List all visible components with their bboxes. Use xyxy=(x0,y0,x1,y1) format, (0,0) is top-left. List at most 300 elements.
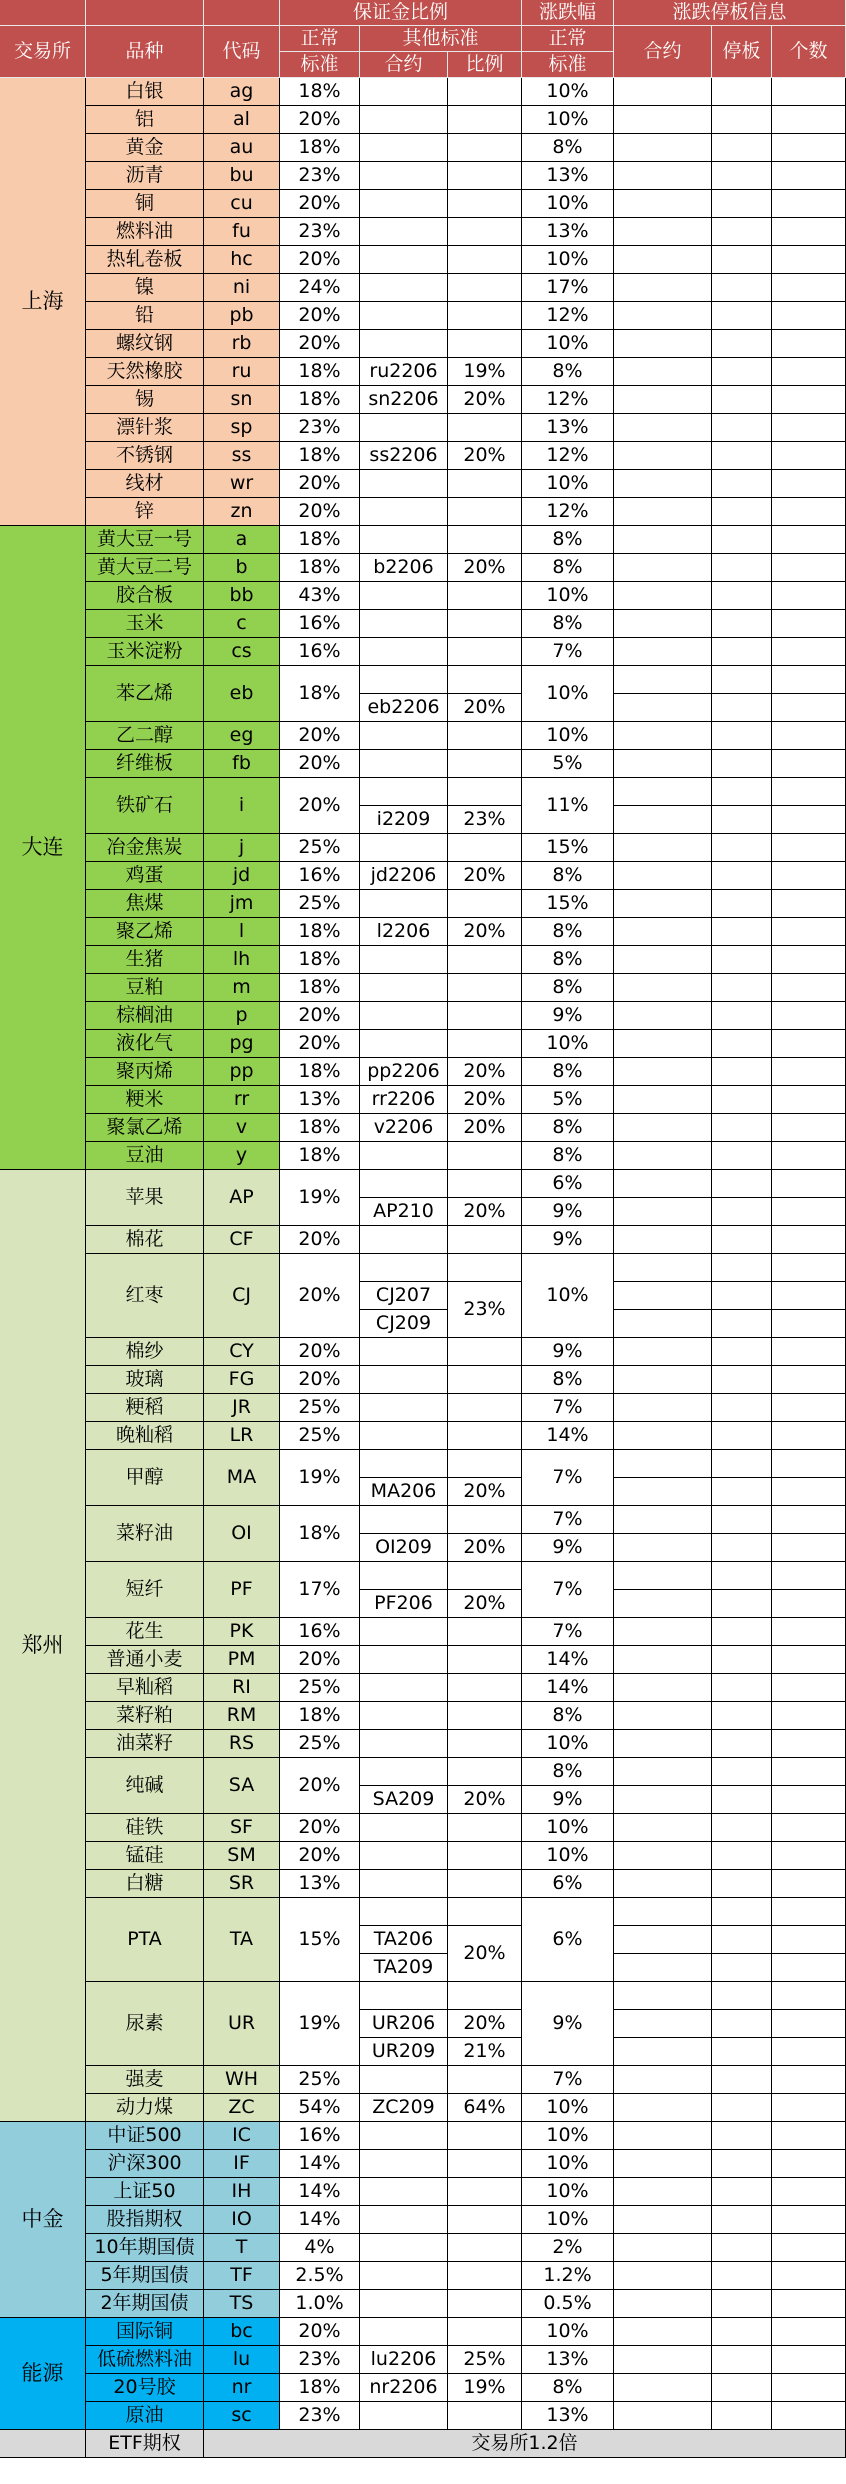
info-count xyxy=(772,974,846,1002)
other-contract: CJ209 xyxy=(360,1310,448,1338)
info-halt xyxy=(712,722,772,750)
product-name: 红枣 xyxy=(86,1254,204,1338)
product-name: 玉米 xyxy=(86,610,204,638)
other-contract xyxy=(360,834,448,862)
other-contract xyxy=(360,1226,448,1254)
other-contract: MA206 xyxy=(360,1478,448,1506)
info-count xyxy=(772,358,846,386)
product-code: i xyxy=(204,778,280,834)
info-count xyxy=(772,862,846,890)
info-halt xyxy=(712,694,772,722)
info-count xyxy=(772,1058,846,1086)
info-halt xyxy=(712,2122,772,2150)
info-contract xyxy=(614,1730,712,1758)
margin-standard: 25% xyxy=(280,890,360,918)
other-ratio: 20% xyxy=(448,1198,522,1226)
info-count xyxy=(772,1562,846,1590)
info-halt xyxy=(712,2178,772,2206)
other-contract: sn2206 xyxy=(360,386,448,414)
other-contract: b2206 xyxy=(360,554,448,582)
product-name: 燃料油 xyxy=(86,218,204,246)
margin-standard: 16% xyxy=(280,2122,360,2150)
info-contract xyxy=(614,2010,712,2038)
product-code: fb xyxy=(204,750,280,778)
margin-standard: 2.5% xyxy=(280,2262,360,2290)
limit-standard: 12% xyxy=(522,498,614,526)
product-name: 玉米淀粉 xyxy=(86,638,204,666)
product-name: 尿素 xyxy=(86,1982,204,2066)
info-count xyxy=(772,442,846,470)
product-code: IF xyxy=(204,2150,280,2178)
product-code: bb xyxy=(204,582,280,610)
info-count xyxy=(772,2318,846,2346)
product-code: pg xyxy=(204,1030,280,1058)
other-contract xyxy=(360,78,448,106)
margin-standard: 14% xyxy=(280,2206,360,2234)
other-contract: TA206 xyxy=(360,1926,448,1954)
limit-standard: 14% xyxy=(522,1646,614,1674)
info-contract xyxy=(614,2122,712,2150)
product-code: a xyxy=(204,526,280,554)
product-name: 白糖 xyxy=(86,1870,204,1898)
product-code: PF xyxy=(204,1562,280,1618)
info-contract xyxy=(614,750,712,778)
other-contract xyxy=(360,2066,448,2094)
other-contract xyxy=(360,582,448,610)
other-contract xyxy=(360,2122,448,2150)
other-contract xyxy=(360,134,448,162)
product-code: eg xyxy=(204,722,280,750)
info-contract xyxy=(614,1366,712,1394)
other-contract: nr2206 xyxy=(360,2374,448,2402)
other-ratio xyxy=(448,834,522,862)
limit-standard: 0.5% xyxy=(522,2290,614,2318)
margin-standard: 20% xyxy=(280,106,360,134)
other-contract xyxy=(360,190,448,218)
other-contract xyxy=(360,1338,448,1366)
info-count xyxy=(772,274,846,302)
limit-standard: 13% xyxy=(522,162,614,190)
product-name: 油菜籽 xyxy=(86,1730,204,1758)
other-contract xyxy=(360,1506,448,1534)
info-count xyxy=(772,806,846,834)
limit-standard: 10% xyxy=(522,1814,614,1842)
limit-standard: 7% xyxy=(522,1618,614,1646)
header-limit-info-group: 涨跌停板信息 xyxy=(614,0,846,26)
info-count xyxy=(772,554,846,582)
limit-standard: 7% xyxy=(522,1506,614,1534)
product-code: UR xyxy=(204,1982,280,2066)
product-code: CF xyxy=(204,1226,280,1254)
info-halt xyxy=(712,78,772,106)
other-contract: l2206 xyxy=(360,918,448,946)
other-ratio xyxy=(448,134,522,162)
limit-standard: 8% xyxy=(522,610,614,638)
product-code: CJ xyxy=(204,1254,280,1338)
limit-standard: 6% xyxy=(522,1898,614,1982)
limit-standard: 10% xyxy=(522,582,614,610)
info-halt xyxy=(712,610,772,638)
margin-standard: 16% xyxy=(280,638,360,666)
info-count xyxy=(772,218,846,246)
info-halt xyxy=(712,1870,772,1898)
header-exchange: 交易所 xyxy=(0,26,86,78)
product-name: 线材 xyxy=(86,470,204,498)
limit-standard: 8% xyxy=(522,1758,614,1786)
margin-standard: 20% xyxy=(280,498,360,526)
margin-standard: 16% xyxy=(280,610,360,638)
other-contract xyxy=(360,1814,448,1842)
product-code: sc xyxy=(204,2402,280,2430)
info-contract xyxy=(614,2402,712,2430)
info-count xyxy=(772,1534,846,1562)
other-ratio xyxy=(448,2150,522,2178)
other-ratio-merged: 23% xyxy=(448,1282,522,1338)
info-halt xyxy=(712,974,772,1002)
info-halt xyxy=(712,1618,772,1646)
other-ratio xyxy=(448,2290,522,2318)
info-contract xyxy=(614,666,712,694)
info-contract xyxy=(614,2346,712,2374)
margin-standard: 20% xyxy=(280,1646,360,1674)
margin-standard: 14% xyxy=(280,2150,360,2178)
product-name: 10年期国债 xyxy=(86,2234,204,2262)
limit-standard: 10% xyxy=(522,78,614,106)
info-count xyxy=(772,2290,846,2318)
product-name: 原油 xyxy=(86,2402,204,2430)
other-ratio: 20% xyxy=(448,554,522,582)
info-count xyxy=(772,750,846,778)
margin-standard: 20% xyxy=(280,1366,360,1394)
other-contract xyxy=(360,778,448,806)
other-ratio xyxy=(448,2234,522,2262)
other-ratio xyxy=(448,302,522,330)
info-contract xyxy=(614,2290,712,2318)
etf-value: 交易所1.2倍 xyxy=(204,2430,846,2458)
other-ratio xyxy=(448,2066,522,2094)
margin-standard: 20% xyxy=(280,330,360,358)
info-halt xyxy=(712,2038,772,2066)
margin-standard: 18% xyxy=(280,442,360,470)
info-count xyxy=(772,890,846,918)
margin-standard: 20% xyxy=(280,1758,360,1814)
product-name: 聚丙烯 xyxy=(86,1058,204,1086)
margin-standard: 18% xyxy=(280,358,360,386)
other-contract xyxy=(360,974,448,1002)
other-contract xyxy=(360,1758,448,1786)
margin-standard: 18% xyxy=(280,1142,360,1170)
info-count xyxy=(772,190,846,218)
product-code: SA xyxy=(204,1758,280,1814)
limit-standard: 10% xyxy=(522,1030,614,1058)
margin-standard: 25% xyxy=(280,1730,360,1758)
other-contract xyxy=(360,1870,448,1898)
limit-standard: 12% xyxy=(522,442,614,470)
product-code: nr xyxy=(204,2374,280,2402)
other-ratio: 20% xyxy=(448,1086,522,1114)
product-code: IH xyxy=(204,2178,280,2206)
header-margin-group: 保证金比例 xyxy=(280,0,522,26)
etf-label: ETF期权 xyxy=(86,2430,204,2458)
limit-standard: 8% xyxy=(522,134,614,162)
limit-standard: 10% xyxy=(522,246,614,274)
product-code: ss xyxy=(204,442,280,470)
info-halt xyxy=(712,554,772,582)
product-code: AP xyxy=(204,1170,280,1226)
product-code: bu xyxy=(204,162,280,190)
info-halt xyxy=(712,2234,772,2262)
info-contract xyxy=(614,1534,712,1562)
limit-standard: 6% xyxy=(522,1170,614,1198)
product-name: 锡 xyxy=(86,386,204,414)
limit-standard: 8% xyxy=(522,946,614,974)
other-contract xyxy=(360,1254,448,1282)
info-count xyxy=(772,1254,846,1282)
info-count xyxy=(772,1758,846,1786)
info-contract xyxy=(614,1898,712,1926)
product-name: 不锈钢 xyxy=(86,442,204,470)
other-contract xyxy=(360,1730,448,1758)
info-halt xyxy=(712,1702,772,1730)
info-contract xyxy=(614,722,712,750)
info-count xyxy=(772,2010,846,2038)
info-halt xyxy=(712,638,772,666)
margin-standard: 17% xyxy=(280,1562,360,1618)
product-code: wr xyxy=(204,470,280,498)
other-ratio xyxy=(448,526,522,554)
margin-standard: 20% xyxy=(280,1338,360,1366)
info-count xyxy=(772,2066,846,2094)
other-ratio xyxy=(448,106,522,134)
other-ratio xyxy=(448,1730,522,1758)
other-ratio xyxy=(448,1842,522,1870)
info-contract xyxy=(614,386,712,414)
exchange-dalian: 大连 xyxy=(0,526,86,1170)
other-ratio xyxy=(448,470,522,498)
info-contract xyxy=(614,1926,712,1954)
product-code: au xyxy=(204,134,280,162)
other-ratio xyxy=(448,78,522,106)
limit-standard: 9% xyxy=(522,1982,614,2066)
info-count xyxy=(772,1814,846,1842)
other-contract xyxy=(360,1030,448,1058)
other-contract xyxy=(360,526,448,554)
product-name: 铅 xyxy=(86,302,204,330)
limit-standard: 8% xyxy=(522,918,614,946)
info-halt xyxy=(712,1842,772,1870)
header-contract: 合约 xyxy=(360,52,448,78)
product-name: 强麦 xyxy=(86,2066,204,2094)
info-halt xyxy=(712,2374,772,2402)
product-name: 棕榈油 xyxy=(86,1002,204,1030)
product-name: 股指期权 xyxy=(86,2206,204,2234)
margin-standard: 18% xyxy=(280,946,360,974)
info-contract xyxy=(614,2374,712,2402)
product-name: 铝 xyxy=(86,106,204,134)
info-contract xyxy=(614,890,712,918)
other-contract xyxy=(360,274,448,302)
header-info-count: 个数 xyxy=(772,26,846,78)
margin-standard: 18% xyxy=(280,918,360,946)
info-contract xyxy=(614,1954,712,1982)
other-contract xyxy=(360,218,448,246)
margin-standard: 15% xyxy=(280,1898,360,1982)
other-contract xyxy=(360,1422,448,1450)
other-ratio xyxy=(448,1254,522,1282)
limit-standard: 7% xyxy=(522,638,614,666)
other-contract: UR209 xyxy=(360,2038,448,2066)
other-ratio: 19% xyxy=(448,358,522,386)
info-halt xyxy=(712,414,772,442)
other-ratio xyxy=(448,2318,522,2346)
info-halt xyxy=(712,330,772,358)
margin-standard: 54% xyxy=(280,2094,360,2122)
info-count xyxy=(772,2374,846,2402)
product-name: 苯乙烯 xyxy=(86,666,204,722)
margin-standard: 20% xyxy=(280,778,360,834)
info-contract xyxy=(614,1030,712,1058)
info-contract xyxy=(614,1338,712,1366)
other-contract xyxy=(360,1394,448,1422)
info-count xyxy=(772,2206,846,2234)
info-halt xyxy=(712,1142,772,1170)
info-contract xyxy=(614,1226,712,1254)
product-code: RM xyxy=(204,1702,280,1730)
limit-standard: 8% xyxy=(522,974,614,1002)
product-code: ag xyxy=(204,78,280,106)
limit-standard: 7% xyxy=(522,1562,614,1618)
product-name: 铜 xyxy=(86,190,204,218)
other-ratio xyxy=(448,1450,522,1478)
info-count xyxy=(772,1730,846,1758)
product-name: 玻璃 xyxy=(86,1366,204,1394)
limit-standard: 13% xyxy=(522,218,614,246)
info-halt xyxy=(712,1226,772,1254)
product-code: sn xyxy=(204,386,280,414)
other-ratio: 25% xyxy=(448,2346,522,2374)
other-ratio: 20% xyxy=(448,1786,522,1814)
product-name: 天然橡胶 xyxy=(86,358,204,386)
info-halt xyxy=(712,1982,772,2010)
limit-standard: 8% xyxy=(522,2374,614,2402)
info-contract xyxy=(614,1674,712,1702)
limit-standard: 10% xyxy=(522,106,614,134)
info-contract xyxy=(614,1814,712,1842)
limit-standard: 17% xyxy=(522,274,614,302)
product-name: 纯碱 xyxy=(86,1758,204,1814)
product-code: SF xyxy=(204,1814,280,1842)
limit-standard: 15% xyxy=(522,834,614,862)
margin-standard: 18% xyxy=(280,526,360,554)
margin-standard: 23% xyxy=(280,218,360,246)
margin-standard: 18% xyxy=(280,386,360,414)
other-ratio: 20% xyxy=(448,1058,522,1086)
info-contract xyxy=(614,638,712,666)
info-count xyxy=(772,386,846,414)
info-halt xyxy=(712,1674,772,1702)
info-halt xyxy=(712,106,772,134)
info-halt xyxy=(712,1758,772,1786)
info-contract xyxy=(614,1758,712,1786)
other-contract xyxy=(360,1842,448,1870)
limit-standard: 10% xyxy=(522,2206,614,2234)
product-code: hc xyxy=(204,246,280,274)
limit-standard: 9% xyxy=(522,1002,614,1030)
info-contract xyxy=(614,330,712,358)
other-contract xyxy=(360,1450,448,1478)
other-ratio xyxy=(448,1814,522,1842)
product-code: RI xyxy=(204,1674,280,1702)
info-count xyxy=(772,2234,846,2262)
other-ratio xyxy=(448,498,522,526)
margin-standard: 43% xyxy=(280,582,360,610)
info-halt xyxy=(712,2010,772,2038)
other-contract xyxy=(360,2290,448,2318)
other-contract: OI209 xyxy=(360,1534,448,1562)
other-ratio xyxy=(448,2122,522,2150)
info-contract xyxy=(614,1590,712,1618)
margin-standard: 16% xyxy=(280,1618,360,1646)
margin-standard: 25% xyxy=(280,1394,360,1422)
product-code: WH xyxy=(204,2066,280,2094)
other-contract xyxy=(360,1982,448,2010)
product-code: l xyxy=(204,918,280,946)
other-contract xyxy=(360,1702,448,1730)
limit-standard: 8% xyxy=(522,1702,614,1730)
product-name: 粳米 xyxy=(86,1086,204,1114)
info-contract xyxy=(614,1618,712,1646)
info-halt xyxy=(712,1198,772,1226)
header-normal: 正常 xyxy=(280,26,360,52)
other-ratio-merged: 20% xyxy=(448,1926,522,1982)
product-code: cu xyxy=(204,190,280,218)
other-ratio: 19% xyxy=(448,2374,522,2402)
product-code: fu xyxy=(204,218,280,246)
info-contract xyxy=(614,498,712,526)
other-contract: i2209 xyxy=(360,806,448,834)
margin-standard: 19% xyxy=(280,1170,360,1226)
product-name: 螺纹钢 xyxy=(86,330,204,358)
info-halt xyxy=(712,2206,772,2234)
product-code: p xyxy=(204,1002,280,1030)
product-name: 铁矿石 xyxy=(86,778,204,834)
info-halt xyxy=(712,1562,772,1590)
info-contract xyxy=(614,1086,712,1114)
other-ratio: 20% xyxy=(448,2010,522,2038)
other-ratio: 21% xyxy=(448,2038,522,2066)
other-contract xyxy=(360,330,448,358)
other-ratio: 20% xyxy=(448,918,522,946)
info-contract xyxy=(614,1982,712,2010)
product-code: IC xyxy=(204,2122,280,2150)
info-count xyxy=(772,1142,846,1170)
limit-standard: 5% xyxy=(522,750,614,778)
other-contract xyxy=(360,246,448,274)
info-halt xyxy=(712,498,772,526)
info-contract xyxy=(614,246,712,274)
info-count xyxy=(772,1366,846,1394)
product-code: ni xyxy=(204,274,280,302)
other-ratio xyxy=(448,1562,522,1590)
limit-standard: 8% xyxy=(522,526,614,554)
other-contract xyxy=(360,2402,448,2430)
info-count xyxy=(772,1394,846,1422)
info-contract xyxy=(614,162,712,190)
info-halt xyxy=(712,1954,772,1982)
other-ratio: 64% xyxy=(448,2094,522,2122)
info-count xyxy=(772,1450,846,1478)
margin-standard: 16% xyxy=(280,862,360,890)
